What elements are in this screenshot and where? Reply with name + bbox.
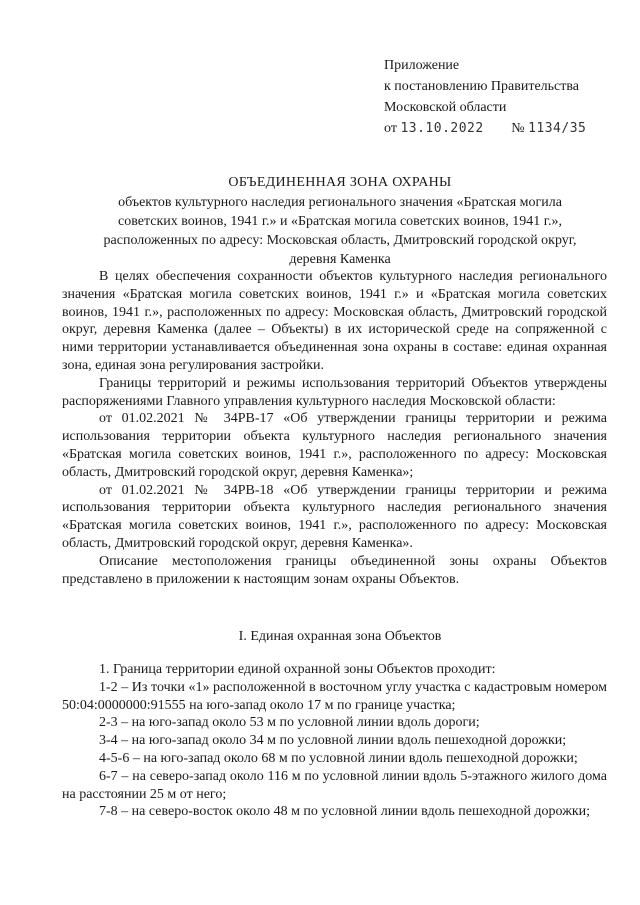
intro-text xyxy=(62,268,607,588)
appendix-header xyxy=(384,55,586,139)
date-value: 13.10.2022 xyxy=(400,121,484,136)
section-heading: I. Единая охранная зона Объектов xyxy=(238,629,442,644)
appendix-region: Московской области xyxy=(384,100,507,115)
appendix-date-line xyxy=(384,118,586,139)
date-label: от xyxy=(384,121,397,136)
boundary-item: 1-2 – Из точки «1» расположенной в восточном углу участка с кадастровым номером 50:04:0000000:91555 на юго-запад около 17 м по границе участка; xyxy=(62,679,607,713)
paragraph: Описание местоположения границы объединенной зоны охраны Объектов представлено в приложении к настоящим зонам охраны Объектов. xyxy=(62,553,607,587)
document-subtitle xyxy=(60,193,620,269)
subtitle-line: деревня Каменка xyxy=(289,252,391,267)
subtitle-line: расположенных по адресу: Московская область, Дмитровский городской округ, xyxy=(103,233,577,248)
boundary-item: 6-7 – на северо-запад около 116 м по условной линии вдоль 5-этажного жилого дома на расстоянии 25 м от него; xyxy=(62,768,607,802)
boundary-item: 1. Граница территории единой охранной зоны Объектов проходит: xyxy=(99,662,496,677)
paragraph: от 01.02.2021 № 34РВ-17 «Об утверждении границы территории и режима использования территории объекта культурного наследия регионального значения «Братская могила советских воинов, 1941 г.», расположенного по адресу: Московская область, Дмитровский городской округ, деревня Каменка»; xyxy=(62,411,607,480)
appendix-decree: к постановлению Правительства xyxy=(384,79,580,94)
paragraph: от 01.02.2021 № 34РВ-18 «Об утверждении границы территории и режима использования территории объекта культурного наследия регионального значения «Братская могила советских воинов, 1941 г.», расположенного по адресу: Московская область, Дмитровский городской округ, деревня Каменка». xyxy=(62,482,607,551)
number-label: № xyxy=(511,121,525,136)
boundary-item: 7-8 – на северо-восток около 48 м по условной линии вдоль пешеходной дорожки; xyxy=(99,804,591,820)
subtitle-line: советских воинов, 1941 г.» и «Братская могила советских воинов, 1941 г.», xyxy=(118,214,562,229)
subtitle-line: объектов культурного наследия регионального значения «Братская могила xyxy=(118,195,562,210)
paragraph: Границы территорий и режимы использования территорий Объектов утверждены распоряжениями Главного управления культурного наследия Московской области: xyxy=(62,375,607,409)
boundary-item: 2-3 – на юго-запад около 53 м по условной линии вдоль дороги; xyxy=(99,715,480,731)
appendix-title: Приложение xyxy=(384,58,460,73)
boundary-item: 3-4 – на юго-запад около 34 м по условной линии вдоль пешеходной дорожки; xyxy=(99,733,567,749)
document-title: ОБЪЕДИНЕННАЯ ЗОНА ОХРАНЫ xyxy=(228,175,452,190)
boundary-description xyxy=(62,661,607,821)
boundary-item: 4-5-6 – на юго-запад около 68 м по условной линии вдоль пешеходной дорожки; xyxy=(99,750,578,766)
paragraph: В целях обеспечения сохранности объектов культурного наследия регионального значения «Братская могила советских воинов, 1941 г.» и «Братская могила советских воинов, 1941 г.», расположенных по адресу: Московская область, Дмитровский городской округ, деревня Каменка (далее – Объекты) в их исторической среде на сопряженной с ними территории устанавливается объединенная зона охраны в составе: единая охранная зона, единая зона регулирования застройки. xyxy=(62,269,607,373)
number-value: 1134/35 xyxy=(528,121,587,136)
